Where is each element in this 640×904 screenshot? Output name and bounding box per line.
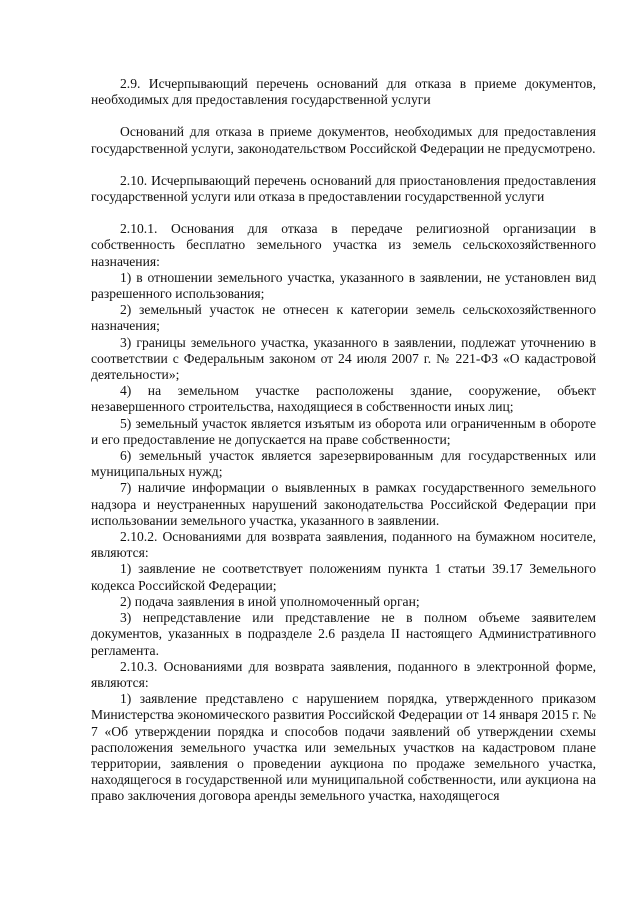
section-2-9-body <box>91 124 596 156</box>
paragraph: 1) в отношении земельного участка, указанного в заявлении, не установлен вид разрешенного использования; <box>91 269 596 302</box>
paragraph: 7) наличие информации о выявленных в рамках государственного земельного надзора и неустраненных нарушений законодательства Российской Федерации при использовании земельного участка, указанного в заявлении. <box>91 480 596 528</box>
paragraph: 2.10.3. Основаниями для возврата заявления, поданного в электронной форме, являются: <box>91 658 596 690</box>
section-2-10-body <box>91 221 596 804</box>
section-2-10-heading <box>91 173 596 205</box>
paragraph: 6) земельный участок является зарезервированным для государственных или муниципальных нужд; <box>91 448 596 480</box>
paragraph: 1) заявление не соответствует положениям пункта 1 статьи 39.17 Земельного кодекса Российской Федерации; <box>91 561 596 593</box>
paragraph: 5) земельный участок является изъятым из оборота или ограниченным в обороте и его предоставление не допускается на праве собственности; <box>91 415 596 447</box>
paragraph: 2.10. Исчерпывающий перечень оснований для приостановления предоставления государственной услуги или отказа в предоставлении государственной услуги <box>91 172 596 205</box>
paragraph: 2.10.2. Основаниями для возврата заявления, поданного на бумажном носителе, являются: <box>91 529 596 561</box>
paragraph: 3) границы земельного участка, указанного в заявлении, подлежат уточнению в соответствии с Федеральным законом от 24 июля 2007 г. № 221-ФЗ «О кадастровой деятельности»; <box>91 334 596 383</box>
paragraph: 1) заявление представлено с нарушением порядка, утвержденного приказом Министерства экономического развития Российской Федерации от 14 января 2015 г. № 7 «Об утверждении порядка и способов подачи заявлений об утверждении схемы расположения земельного участка или земельных участков на кадастровом плане территории, заявления о проведении аукциона по продаже земельного участка, находящегося в государственной или муниципальной собственности, или аукциона на право заключения договора аренды земельного участка, находящегося <box>91 691 596 804</box>
paragraph: 2.10.1. Основания для отказа в передаче религиозной организации в собственность бесплатно земельного участка из земель сельскохозяйственного назначения: <box>91 221 596 269</box>
paragraph: 4) на земельном участке расположены здание, сооружение, объект незавершенного строительства, находящиеся в собственности иных лиц; <box>91 383 596 415</box>
paragraph: Оснований для отказа в приеме документов, необходимых для предоставления государственной услуги, законодательством Российской Федерации не предусмотрено. <box>91 124 596 156</box>
paragraph: 2) земельный участок не отнесен к категории земель сельскохозяйственного назначения; <box>91 302 596 334</box>
paragraph: 3) непредставление или представление не в полном объеме заявителем документов, указанных в подразделе 2.6 раздела II настоящего Административного регламента. <box>91 610 596 658</box>
section-2-9-heading <box>91 76 596 108</box>
paragraph: 2) подача заявления в иной уполномоченный орган; <box>120 593 420 609</box>
paragraph: 2.9. Исчерпывающий перечень оснований для отказа в приеме документов, необходимых для предоставления государственной услуги <box>91 76 596 108</box>
